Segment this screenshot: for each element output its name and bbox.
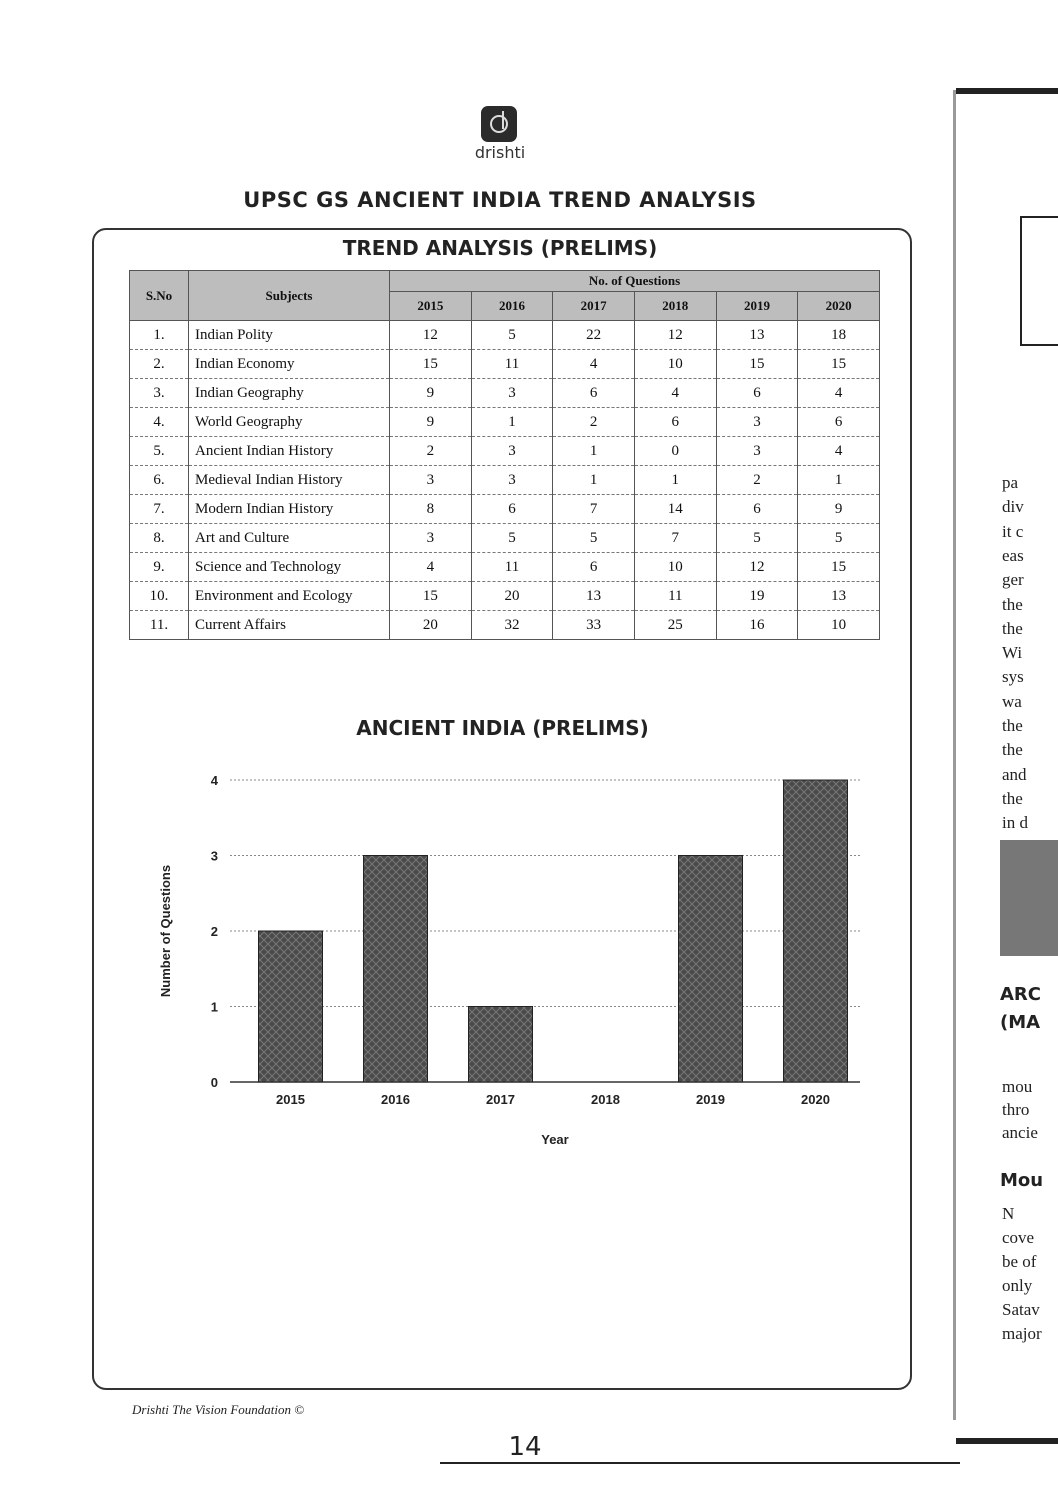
adjacent-text-line: the (1002, 740, 1023, 760)
row-sno: 5. (130, 437, 189, 466)
header-year: 2015 (390, 292, 472, 321)
row-value: 9 (798, 495, 880, 524)
x-tick-label: 2016 (381, 1092, 410, 1107)
row-value: 10 (634, 553, 716, 582)
chart-title: ANCIENT INDIA (PRELIMS) (356, 716, 649, 740)
section-title: TREND ANALYSIS (PRELIMS) (342, 236, 658, 260)
header-year: 2020 (798, 292, 880, 321)
y-tick-label: 0 (210, 1075, 218, 1090)
row-value: 14 (634, 495, 716, 524)
row-value: 6 (634, 408, 716, 437)
row-subject: Science and Technology (189, 553, 390, 582)
row-value: 6 (553, 553, 635, 582)
y-tick-label: 4 (210, 773, 218, 788)
row-value: 3 (471, 379, 553, 408)
row-subject: World Geography (189, 408, 390, 437)
row-subject: Indian Economy (189, 350, 390, 379)
page-number: 14 (508, 1432, 542, 1462)
row-subject: Ancient Indian History (189, 437, 390, 466)
adjacent-heading: Mou (1000, 1170, 1044, 1191)
row-sno: 4. (130, 408, 189, 437)
adjacent-text-line: thro (1002, 1100, 1030, 1119)
row-value: 15 (716, 350, 798, 379)
row-subject: Environment and Ecology (189, 582, 390, 611)
row-subject: Current Affairs (189, 611, 390, 640)
row-value: 9 (390, 379, 472, 408)
row-value: 18 (798, 321, 880, 350)
y-axis-label: Number of Questions (158, 864, 173, 998)
row-subject: Modern Indian History (189, 495, 390, 524)
row-value: 8 (390, 495, 472, 524)
adjacent-text-line: major (1002, 1324, 1042, 1343)
row-value: 10 (634, 350, 716, 379)
row-value: 15 (798, 350, 880, 379)
adjacent-page-box (1020, 216, 1058, 346)
row-value: 15 (390, 582, 472, 611)
adjacent-text-line: Satav (1002, 1300, 1040, 1319)
adjacent-text-line: the (1002, 716, 1023, 735)
header-sno: S.No (130, 271, 189, 321)
x-tick-label: 2017 (486, 1092, 515, 1107)
page-title: UPSC GS ANCIENT INDIA TREND ANALYSIS (243, 188, 757, 212)
table-row (130, 408, 880, 437)
row-value: 7 (553, 495, 635, 524)
row-sno: 6. (130, 466, 189, 495)
adjacent-text-line: Wi (1002, 643, 1023, 663)
table-row (130, 321, 880, 350)
row-value: 10 (798, 611, 880, 640)
row-value: 3 (471, 466, 553, 495)
table-row (130, 611, 880, 640)
row-subject: Medieval Indian History (189, 466, 390, 495)
bar (364, 856, 428, 1083)
page-bottom-rule (440, 1462, 960, 1464)
row-value: 4 (798, 379, 880, 408)
row-value: 7 (634, 524, 716, 553)
row-value: 32 (471, 611, 553, 640)
table-row (130, 553, 880, 582)
row-value: 6 (798, 408, 880, 437)
row-value: 1 (553, 437, 635, 466)
header-year: 2019 (716, 292, 798, 321)
adjacent-heading: ARC (1000, 984, 1042, 1005)
row-value: 2 (390, 437, 472, 466)
row-value: 12 (716, 553, 798, 582)
adjacent-text-line: sys (1002, 667, 1024, 687)
table-row (130, 524, 880, 553)
row-value: 33 (553, 611, 635, 640)
row-value: 3 (716, 437, 798, 466)
adjacent-text-line: ancie (1002, 1123, 1038, 1142)
adjacent-text-line: pa (1002, 473, 1019, 492)
adjacent-text-line: eas (1002, 545, 1024, 565)
table-row (130, 495, 880, 524)
adjacent-text-line: mou (1002, 1077, 1033, 1096)
header-year: 2017 (553, 292, 635, 321)
adjacent-text-line: the (1002, 788, 1023, 808)
row-sno: 10. (130, 582, 189, 611)
bar (259, 931, 323, 1082)
row-value: 6 (716, 495, 798, 524)
row-value: 2 (553, 408, 635, 437)
ancient-india-bar-chart (140, 760, 870, 1160)
trend-table (129, 270, 880, 640)
adjacent-text-line: it c (1002, 521, 1024, 541)
adjacent-text-line: the (1002, 618, 1023, 638)
bar (679, 856, 743, 1083)
adjacent-text-line: div (1002, 497, 1024, 517)
table-row (130, 582, 880, 611)
drishti-logo-icon (481, 106, 517, 142)
adjacent-heading: (MA (1000, 1012, 1041, 1033)
row-value: 13 (798, 582, 880, 611)
x-tick-label: 2019 (696, 1092, 725, 1107)
row-value: 20 (471, 582, 553, 611)
footer-credit: Drishti The Vision Foundation © (132, 1402, 305, 1417)
row-value: 3 (390, 466, 472, 495)
row-value: 11 (634, 582, 716, 611)
x-tick-label: 2015 (276, 1092, 305, 1107)
row-value: 4 (553, 350, 635, 379)
row-value: 12 (390, 321, 472, 350)
row-value: 25 (634, 611, 716, 640)
row-value: 11 (471, 553, 553, 582)
row-value: 6 (716, 379, 798, 408)
row-value: 15 (798, 553, 880, 582)
row-value: 5 (798, 524, 880, 553)
trend-table-body (130, 321, 880, 640)
adjacent-page-strip (950, 80, 1058, 1460)
row-value: 19 (716, 582, 798, 611)
row-value: 16 (716, 611, 798, 640)
row-value: 3 (716, 408, 798, 437)
x-tick-label: 2018 (591, 1092, 620, 1107)
adjacent-text-line: the (1002, 594, 1023, 614)
row-value: 2 (716, 466, 798, 495)
header-year: 2016 (471, 292, 553, 321)
adjacent-text-line: only (1002, 1276, 1033, 1295)
table-row (130, 466, 880, 495)
row-value: 12 (634, 321, 716, 350)
row-value: 5 (553, 524, 635, 553)
row-sno: 8. (130, 524, 189, 553)
row-value: 1 (471, 408, 553, 437)
row-value: 20 (390, 611, 472, 640)
x-axis-label: Year (541, 1132, 569, 1147)
adjacent-text-line: N (1002, 1204, 1015, 1223)
x-tick-label: 2020 (801, 1092, 830, 1107)
row-value: 5 (471, 321, 553, 350)
adjacent-text-line: and (1002, 764, 1027, 784)
adjacent-text-line: ger (1002, 570, 1024, 590)
y-tick-label: 3 (210, 848, 218, 864)
row-sno: 1. (130, 321, 189, 350)
row-value: 4 (634, 379, 716, 408)
adjacent-text-line: in d (1002, 813, 1028, 833)
adjacent-text-line: cove (1002, 1228, 1035, 1247)
row-value: 5 (471, 524, 553, 553)
row-value: 13 (716, 321, 798, 350)
row-value: 15 (390, 350, 472, 379)
row-subject: Indian Polity (189, 321, 390, 350)
header-year: 2018 (634, 292, 716, 321)
row-sno: 11. (130, 611, 189, 640)
row-value: 6 (471, 495, 553, 524)
y-tick-label: 2 (210, 924, 218, 939)
row-value: 3 (390, 524, 472, 553)
row-value: 6 (553, 379, 635, 408)
table-row (130, 379, 880, 408)
row-subject: Indian Geography (189, 379, 390, 408)
brand-name: drishti (474, 143, 526, 162)
adjacent-text-line: be of (1002, 1252, 1037, 1271)
row-value: 0 (634, 437, 716, 466)
bar (784, 780, 848, 1082)
row-sno: 2. (130, 350, 189, 379)
header-no-of-questions: No. of Questions (390, 271, 880, 292)
row-value: 13 (553, 582, 635, 611)
row-value: 1 (798, 466, 880, 495)
row-subject: Art and Culture (189, 524, 390, 553)
row-value: 9 (390, 408, 472, 437)
row-value: 22 (553, 321, 635, 350)
row-value: 3 (471, 437, 553, 466)
row-value: 11 (471, 350, 553, 379)
row-sno: 7. (130, 495, 189, 524)
adjacent-text-line: wa (1002, 691, 1022, 711)
row-value: 4 (390, 553, 472, 582)
row-sno: 3. (130, 379, 189, 408)
adjacent-page-image (1000, 840, 1058, 956)
table-row (130, 437, 880, 466)
row-value: 1 (553, 466, 635, 495)
row-sno: 9. (130, 553, 189, 582)
row-value: 1 (634, 466, 716, 495)
row-value: 4 (798, 437, 880, 466)
row-value: 5 (716, 524, 798, 553)
y-tick-label: 1 (210, 999, 218, 1015)
table-row (130, 350, 880, 379)
bar (469, 1007, 533, 1083)
header-subjects: Subjects (189, 271, 390, 321)
